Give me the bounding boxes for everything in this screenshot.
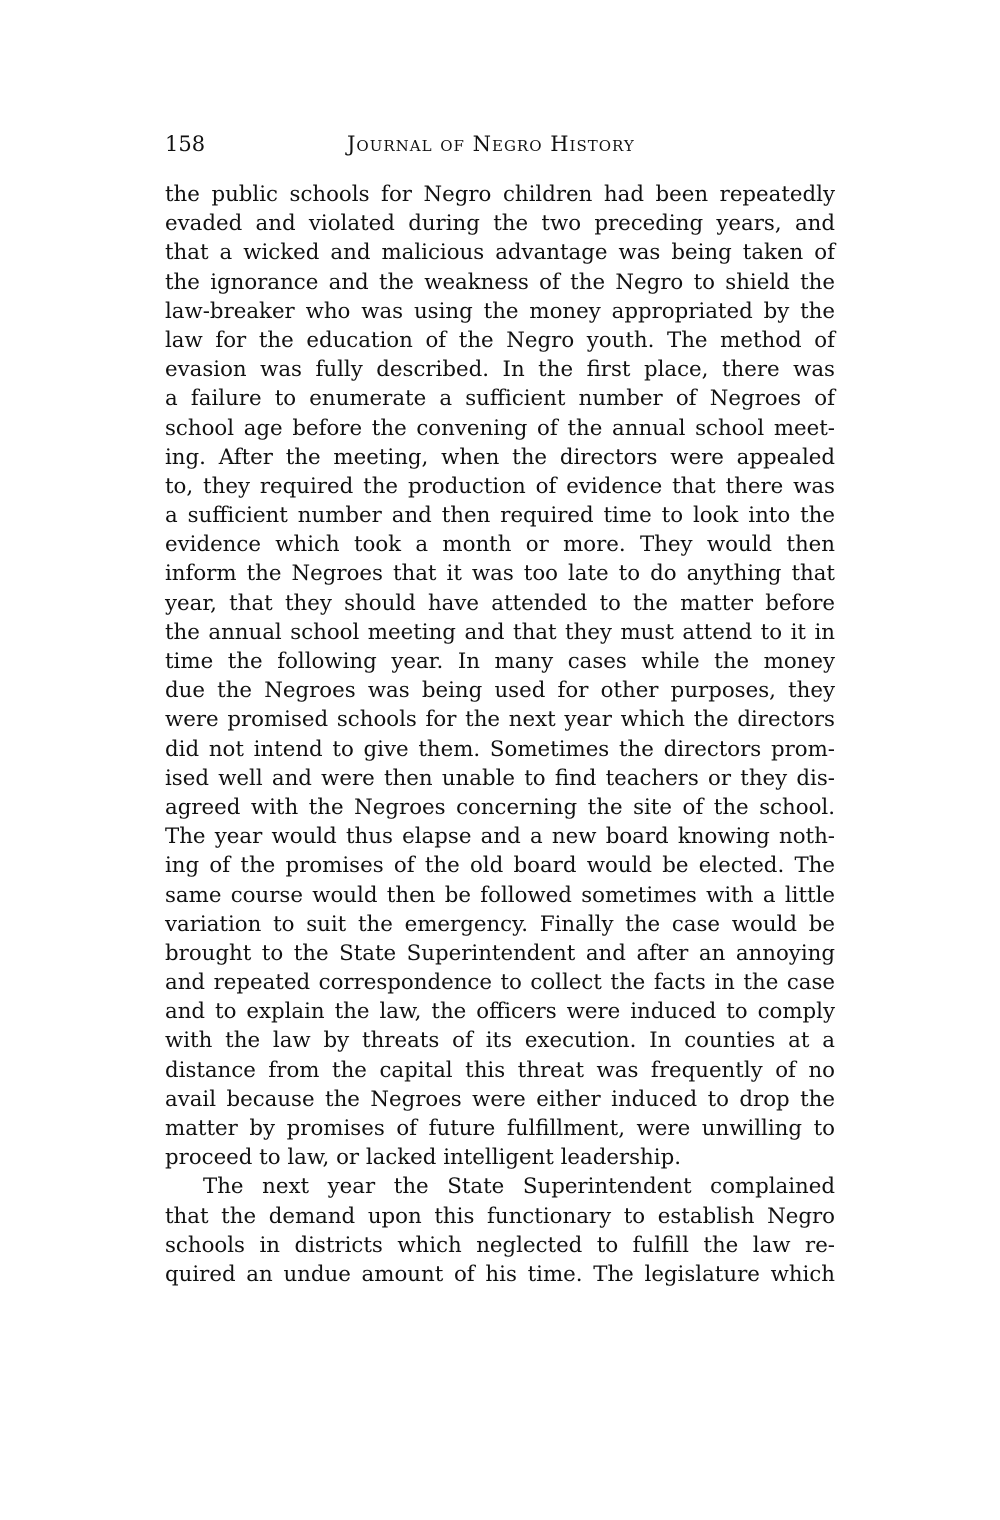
- text-line: The next year the State Superintendent complained: [203, 1174, 835, 1200]
- text-line: school age before the convening of the annual school meet-: [165, 415, 835, 441]
- text-line: the annual school meeting and that they must attend to it in: [165, 619, 835, 645]
- text-line: the public schools for Negro children had been repeatedly: [165, 182, 835, 207]
- text-line: evaded and violated during the two preceding years, and: [165, 211, 835, 237]
- text-line: brought to the State Superintendent and after an annoying: [165, 940, 835, 966]
- text-line: agreed with the Negroes concerning the site of the school.: [165, 794, 835, 820]
- text-line: schools in districts which neglected to fulfill the law re-: [165, 1232, 835, 1258]
- text-line: inform the Negroes that it was too late to do anything that: [165, 561, 835, 587]
- text-line: were promised schools for the next year which the directors: [165, 707, 835, 733]
- text-line: evasion was fully described. In the first place, there was: [165, 357, 835, 383]
- text-line: law for the education of the Negro youth. The method of: [165, 327, 835, 353]
- text-line: and repeated correspondence to collect the facts in the case: [165, 970, 835, 996]
- text-line: avail because the Negroes were either induced to drop the: [165, 1086, 835, 1112]
- text-line: did not intend to give them. Sometimes the directors prom-: [165, 736, 835, 762]
- text-line: to, they required the production of evidence that there was: [165, 473, 835, 499]
- paragraph-2: [165, 1172, 835, 1289]
- running-title: Journal of Negro History: [347, 132, 635, 156]
- text-line: evidence which took a month or more. They would then: [165, 532, 835, 558]
- text-line: distance from the capital this threat was frequently of no: [165, 1057, 835, 1083]
- body-text: [165, 180, 835, 1289]
- page-number: 158: [165, 132, 206, 156]
- text-line: proceed to law, or lacked intelligent leadership.: [165, 1145, 681, 1171]
- text-line: matter by promises of future fulfillment, were unwilling to: [165, 1116, 835, 1141]
- running-header: [165, 132, 835, 166]
- paragraph-1: [165, 180, 835, 1172]
- text-line: quired an undue amount of his time. The legislature which: [165, 1261, 835, 1287]
- text-line: that a wicked and malicious advantage was being taken of: [165, 240, 835, 266]
- text-line: The year would thus elapse and a new board knowing noth-: [165, 824, 835, 850]
- text-line: ised well and were then unable to find teachers or they dis-: [165, 765, 835, 791]
- text-line: and to explain the law, the officers were induced to comply: [165, 999, 835, 1025]
- text-line: that the demand upon this functionary to establish Negro: [165, 1203, 835, 1229]
- text-line: due the Negroes was being used for other purposes, they: [165, 678, 835, 704]
- text-line: year, that they should have attended to the matter before: [165, 590, 835, 616]
- text-line: same course would then be followed sometimes with a little: [165, 882, 835, 908]
- text-line: a sufficient number and then required time to look into the: [165, 503, 835, 529]
- text-line: variation to suit the emergency. Finally the case would be: [165, 911, 835, 937]
- text-line: a failure to enumerate a sufficient number of Negroes of: [165, 386, 835, 412]
- text-line: ing of the promises of the old board would be elected. The: [165, 853, 835, 879]
- text-line: the ignorance and the weakness of the Negro to shield the: [165, 269, 835, 295]
- text-line: time the following year. In many cases while the money: [165, 649, 835, 674]
- text-line: ing. After the meeting, when the directors were appealed: [165, 444, 835, 470]
- text-line: law-breaker who was using the money appropriated by the: [165, 298, 835, 324]
- text-line: with the law by threats of its execution. In counties at a: [165, 1028, 835, 1054]
